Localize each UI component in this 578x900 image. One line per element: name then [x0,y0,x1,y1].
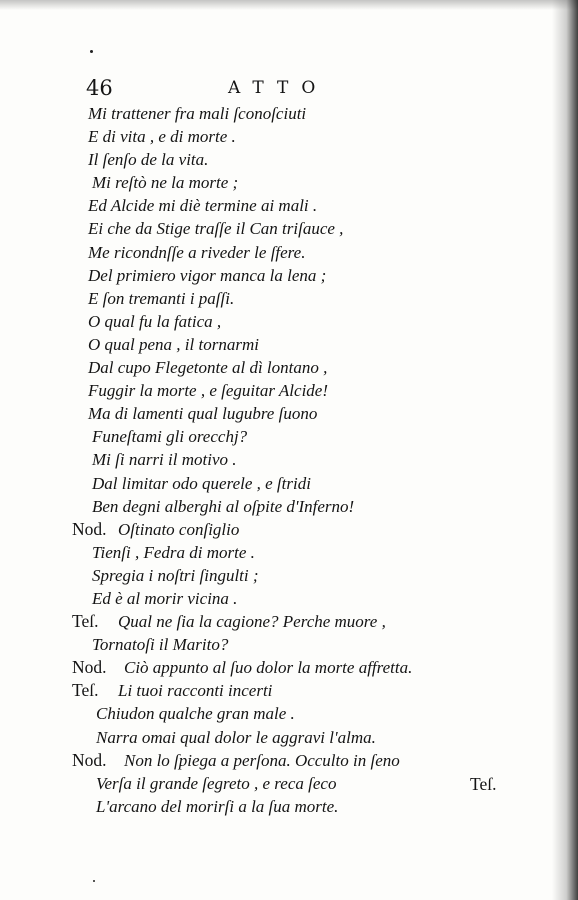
verse-line [0,795,578,818]
verse-text: Fuggir la morte , e ſeguitar Alcide! [88,381,329,401]
verse-text-block [0,102,578,818]
verse-text: Funeſtami gli orecchj? [92,427,248,447]
verse-text: Narra omai qual dolor le aggravi l'alma. [96,727,376,747]
verse-text: O qual pena , il tornarmi [88,334,259,354]
verse-line [0,749,578,772]
verse-line [0,726,578,749]
verse-text: Qual ne ſia la cagione? Perche muore , [118,612,386,632]
verse-line [0,472,578,495]
verse-text: Il ſenſo de la vita. [88,150,209,170]
verse-text: Ma di lamenti qual lugubre ſuono [88,404,318,424]
verse-line [0,541,578,564]
verse-text: Chiudon qualche gran male . [96,704,295,724]
verse-text: L'arcano del morirſi a la ſua morte. [96,796,339,816]
verse-text: Dal limitar odo querele , e ſtridi [92,473,311,493]
verse-text: Mi reſtò ne la morte ; [92,173,239,193]
verse-text: Tornatoſi il Marito? [92,635,229,655]
verse-line [0,148,578,171]
verse-text: Dal cupo Flegetonte al dì lontano , [88,358,328,378]
verse-line [0,587,578,610]
verse-text: Li tuoi racconti incerti [118,681,273,701]
ink-speck [90,50,93,53]
verse-line [0,610,578,633]
verse-line [0,287,578,310]
verse-line [0,310,578,333]
speaker-label: Nod. [72,657,107,678]
speaker-label: Nod. [72,749,107,770]
verse-text: Ciò appunto al ſuo dolor la morte affretta. [124,658,413,678]
speaker-label: Teſ. [72,611,99,632]
verse-line [0,241,578,264]
verse-text: E ſon tremanti i paſſi. [88,288,235,308]
verse-line [0,402,578,425]
catchword: Teſ. [470,774,497,794]
verse-text: Verſa il grande ſegreto , e reca ſeco [96,773,337,793]
verse-line [0,518,578,541]
verse-line [0,194,578,217]
verse-text: Del primiero vigor manca la lena ; [88,265,327,285]
verse-line [0,171,578,194]
verse-text: Ed Alcide mi diè termine ai mali . [88,196,318,216]
verse-line [0,656,578,679]
verse-line [0,702,578,725]
page-number: 46 [86,76,113,100]
verse-line [0,264,578,287]
verse-line [0,217,578,240]
verse-line [0,448,578,471]
verse-line [0,679,578,702]
verse-text: Spregia i noſtri ſingulti ; [92,565,259,585]
verse-line [0,102,578,125]
verse-line [0,379,578,402]
verse-line [0,356,578,379]
page-top-shadow [0,0,578,10]
verse-text: Tienſi , Fedra di morte . [92,542,255,562]
running-head: ATTO [228,78,329,98]
verse-text: E di vita , e di morte . [88,127,236,147]
speaker-label: Teſ. [72,680,99,701]
verse-text: Ei che da Stige traſſe il Can triſauce , [88,219,344,239]
verse-line [0,333,578,356]
verse-text: Non lo ſpiega a perſona. Occulto in ſeno [124,750,400,770]
verse-line [0,425,578,448]
verse-line [0,564,578,587]
verse-line [0,633,578,656]
verse-text: Oſtinato conſiglio [118,519,240,539]
verse-text: Mi ſi narri il motivo . [92,450,237,470]
verse-text: Ben degni alberghi al oſpite d'Inferno! [92,496,355,516]
verse-line [0,495,578,518]
verse-line [0,125,578,148]
verse-text: Me ricondnſſe a riveder le ſfere. [88,242,306,262]
verse-text: Ed è al morir vicina . [92,588,238,608]
ink-speck [93,880,95,882]
verse-text: O qual fu la fatica , [88,311,222,331]
verse-text: Mi trattener fra mali ſconoſciuti [88,104,307,123]
speaker-label: Nod. [72,518,107,539]
